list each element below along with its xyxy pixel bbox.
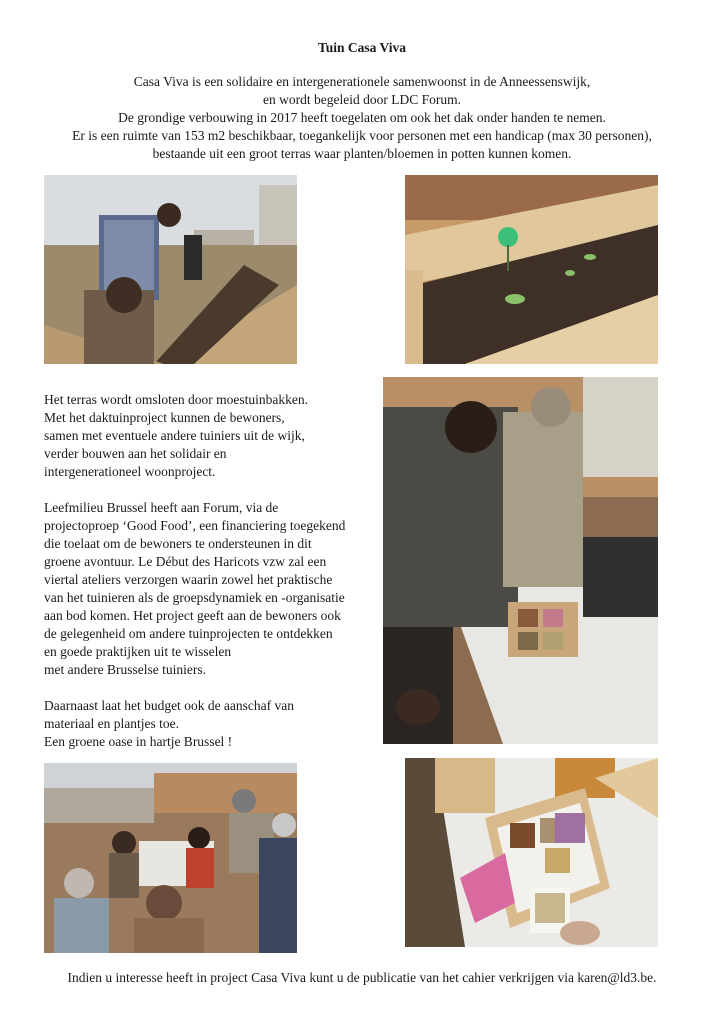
page-title: Tuin Casa Viva: [317, 40, 407, 55]
text-line: van het tuinieren als de groepsdynamiek en -organisatie: [44, 590, 345, 605]
text-line: materiaal en plantjes toe.: [44, 716, 179, 731]
intro-line: De grondige verbouwing in 2017 heeft toegelaten om ook het dak onder handen te nemen.: [118, 110, 606, 125]
text-line: Een groene oase in hartje Brussel !: [44, 734, 233, 749]
paragraph-budget: [44, 697, 374, 751]
text-line: Daarnaast laat het budget ook de aanschaf van: [44, 698, 295, 713]
text-line: samen met eventuele andere tuiniers uit de wijk,: [44, 428, 305, 443]
text-line: Het terras wordt omsloten door moestuinbakken.: [44, 392, 308, 407]
paragraph-terrace: [44, 391, 374, 481]
text-line: projectoproep ‘Good Food’, een financiering toegekend: [44, 518, 346, 533]
text-line: en goede praktijken uit te wisselen: [44, 644, 232, 659]
paragraph-funding: [44, 499, 374, 679]
text-line: intergenerationeel woonproject.: [44, 464, 216, 479]
photo-workshop-seed-box: [383, 377, 658, 744]
photo-planter-seedlings: [405, 175, 658, 364]
intro-line: Casa Viva is een solidaire en intergenerationele samenwoonst in de Anneessenswijk,: [133, 74, 591, 89]
intro-line: Er is een ruimte van 153 m2 beschikbaar, toegankelijk voor personen met een handicap (max 30 personen),: [72, 128, 652, 143]
photo-seed-box-closeup: [405, 758, 658, 947]
body-text: [44, 391, 374, 769]
intro-paragraph: [20, 73, 704, 163]
text-line: viertal ateliers verzorgen waarin zowel het praktische: [44, 572, 333, 587]
text-line: verder bouwen aan het solidair en: [44, 446, 227, 461]
text-line: aan bod komen. Het project geeft aan de bewoners ook: [44, 608, 341, 623]
photo-rooftop-planting: [44, 175, 297, 364]
text-line: Leefmilieu Brussel heeft aan Forum, via de: [44, 500, 279, 515]
text-line: met andere Brusselse tuiniers.: [44, 662, 206, 677]
intro-line: bestaande uit een groot terras waar planten/bloemen in potten kunnen komen.: [152, 146, 572, 161]
text-line: Met het daktuinproject kunnen de bewoners,: [44, 410, 285, 425]
footer-contact: Indien u interesse heeft in project Casa Viva kunt u de publicatie van het cahier verkrijgen via karen@ld3.be.: [67, 970, 657, 985]
text-line: die toelaat om de bewoners te ondersteunen in dit: [44, 536, 312, 551]
text-line: groene avontuur. Le Début des Haricots vzw zal een: [44, 554, 327, 569]
intro-line: en wordt begeleid door LDC Forum.: [263, 92, 461, 107]
text-line: de gelegenheid om andere tuinprojecten te ontdekken: [44, 626, 333, 641]
photo-group-terrace: [44, 763, 297, 953]
